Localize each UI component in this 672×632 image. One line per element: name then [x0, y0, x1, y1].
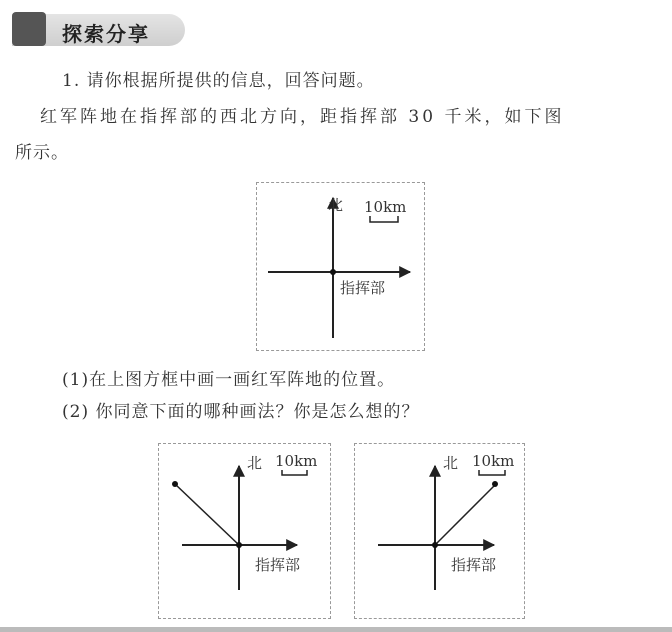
scale-label: 10km [364, 198, 407, 216]
northwest-line [175, 484, 239, 545]
north-label: 北 [328, 196, 344, 214]
northeast-line [435, 485, 495, 545]
origin-label: 指挥部 [451, 556, 497, 574]
origin-label: 指挥部 [255, 556, 301, 574]
part2-text: (2) 你同意下面的哪种画法？你是怎么想的？ [62, 402, 420, 422]
question-text-line2: 所示。 [15, 143, 69, 163]
section-title: 探索分享 [62, 22, 150, 46]
question-intro: 1. 请你根据所提供的信息，回答问题。 [62, 71, 375, 91]
north-label: 北 [443, 454, 459, 472]
part1-text: (1)在上图方框中画一画红军阵地的位置。 [62, 370, 396, 390]
north-label: 北 [247, 454, 263, 472]
scale-bar [370, 216, 398, 222]
scale-label: 10km [472, 452, 515, 470]
origin-label: 指挥部 [340, 279, 386, 297]
scale-label: 10km [275, 452, 318, 470]
question-text-line1: 红军阵地在指挥部的西北方向，距指挥部 30 千米，如下图 [40, 107, 565, 127]
page-bottom-divider [0, 627, 672, 632]
